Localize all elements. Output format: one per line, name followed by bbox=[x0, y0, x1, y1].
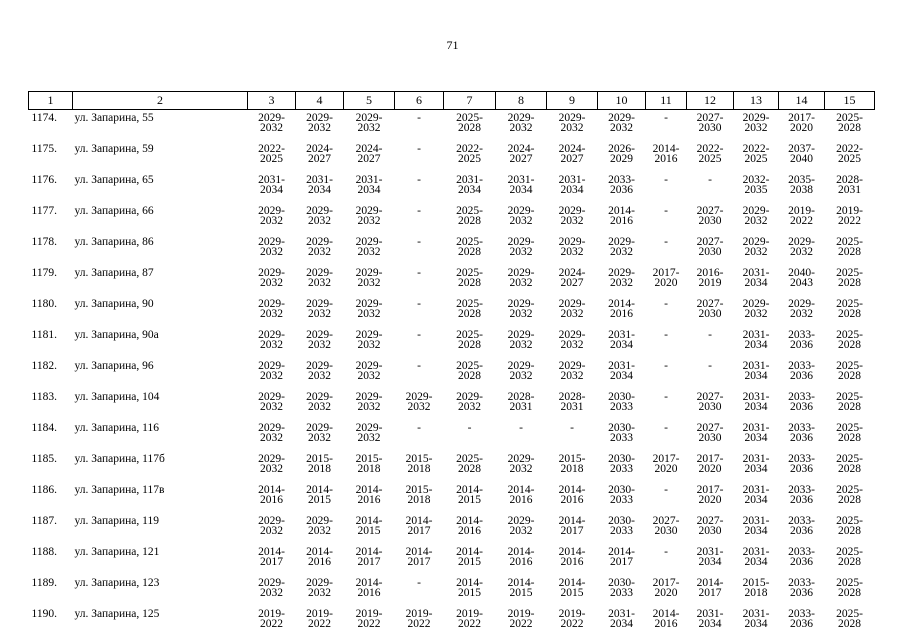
period-cell: 2032- 2035 bbox=[742, 174, 770, 196]
period-cell: 2033- 2036 bbox=[788, 453, 815, 475]
period-cell: 2025- 2028 bbox=[456, 267, 483, 289]
period-cell: 2028- 2031 bbox=[836, 174, 863, 196]
period-cell: 2014- 2015 bbox=[456, 546, 483, 568]
period-cell: 2015- 2018 bbox=[742, 577, 770, 599]
period-cell: 2029- 2032 bbox=[742, 236, 770, 258]
period-cell: 2014- 2015 bbox=[355, 515, 383, 537]
period-cell: 2019- 2022 bbox=[558, 608, 586, 630]
period-cell: 2031- 2034 bbox=[306, 174, 333, 196]
period-cell: 2029- 2032 bbox=[558, 205, 586, 227]
period-cell: 2022- 2025 bbox=[696, 143, 724, 165]
period-cell: 2019- 2022 bbox=[258, 608, 285, 630]
table-row bbox=[29, 451, 875, 482]
period-cell: 2031- 2034 bbox=[742, 422, 770, 444]
period-cell: 2029- 2032 bbox=[608, 236, 635, 258]
period-cell: - bbox=[708, 174, 712, 186]
address-cell: ул. Запарина, 55 bbox=[74, 112, 154, 124]
period-cell: - bbox=[519, 422, 523, 434]
period-cell: 2014- 2017 bbox=[405, 515, 433, 537]
period-cell: 2029- 2032 bbox=[742, 205, 770, 227]
period-cell: 2025- 2028 bbox=[456, 329, 483, 351]
period-cell: 2033- 2036 bbox=[788, 577, 815, 599]
period-cell: 2031- 2034 bbox=[258, 174, 285, 196]
period-cell: 2024- 2027 bbox=[558, 143, 586, 165]
period-cell: 2014- 2015 bbox=[507, 577, 535, 599]
period-cell: 2016- 2019 bbox=[696, 267, 724, 289]
period-cell: 2025- 2028 bbox=[836, 577, 863, 599]
period-cell: 2027- 2030 bbox=[696, 422, 724, 444]
period-cell: 2014- 2016 bbox=[258, 484, 285, 506]
period-cell: - bbox=[664, 112, 668, 124]
period-cell: - bbox=[664, 205, 668, 217]
period-cell: - bbox=[664, 422, 668, 434]
period-cell: 2029- 2032 bbox=[258, 298, 285, 320]
address-cell: ул. Запарина, 65 bbox=[74, 174, 154, 186]
period-cell: 2015- 2018 bbox=[405, 484, 433, 506]
period-cell: 2029- 2032 bbox=[788, 298, 815, 320]
period-cell: 2025- 2028 bbox=[836, 112, 863, 134]
period-cell: 2025- 2028 bbox=[836, 329, 863, 351]
period-cell: 2027- 2030 bbox=[696, 515, 724, 537]
period-cell: 2025- 2028 bbox=[456, 298, 483, 320]
period-cell: 2031- 2034 bbox=[742, 453, 770, 475]
row-number: 1187. bbox=[31, 515, 57, 527]
period-cell: 2027- 2030 bbox=[696, 205, 724, 227]
period-cell: 2014- 2016 bbox=[652, 608, 680, 630]
period-cell: 2017- 2020 bbox=[788, 112, 815, 134]
period-cell: 2014- 2015 bbox=[306, 484, 333, 506]
period-cell: - bbox=[664, 360, 668, 372]
period-cell: 2029- 2032 bbox=[355, 329, 383, 351]
address-cell: ул. Запарина, 116 bbox=[74, 422, 159, 434]
period-cell: 2030- 2033 bbox=[608, 577, 635, 599]
schedule-table bbox=[28, 91, 875, 637]
column-header: 7 bbox=[444, 92, 496, 110]
address-cell: ул. Запарина, 87 bbox=[74, 267, 154, 279]
period-cell: 2033- 2036 bbox=[788, 484, 815, 506]
period-cell: 2031- 2034 bbox=[742, 360, 770, 382]
row-number: 1178. bbox=[31, 236, 57, 248]
period-cell: 2028- 2031 bbox=[558, 391, 586, 413]
period-cell: - bbox=[417, 360, 421, 372]
address-cell: ул. Запарина, 86 bbox=[74, 236, 154, 248]
row-number: 1183. bbox=[31, 391, 57, 403]
period-cell: - bbox=[417, 298, 421, 310]
period-cell: 2029- 2032 bbox=[258, 577, 285, 599]
period-cell: 2014- 2017 bbox=[696, 577, 724, 599]
period-cell: 2014- 2016 bbox=[608, 298, 635, 320]
period-cell: 2019- 2022 bbox=[836, 205, 863, 227]
period-cell: 2015- 2018 bbox=[405, 453, 433, 475]
period-cell: 2029- 2032 bbox=[258, 360, 285, 382]
period-cell: 2037- 2040 bbox=[788, 143, 815, 165]
column-header: 8 bbox=[496, 92, 547, 110]
period-cell: 2035- 2038 bbox=[788, 174, 815, 196]
header-row bbox=[29, 92, 875, 110]
period-cell: 2029- 2032 bbox=[507, 205, 535, 227]
period-cell: 2029- 2032 bbox=[608, 267, 635, 289]
period-cell: - bbox=[417, 205, 421, 217]
column-header: 6 bbox=[395, 92, 444, 110]
period-cell: 2029- 2032 bbox=[306, 577, 333, 599]
period-cell: - bbox=[664, 546, 668, 558]
period-cell: 2030- 2033 bbox=[608, 515, 635, 537]
address-cell: ул. Запарина, 119 bbox=[74, 515, 159, 527]
table-row bbox=[29, 575, 875, 606]
period-cell: 2024- 2027 bbox=[355, 143, 383, 165]
period-cell: 2029- 2032 bbox=[306, 360, 333, 382]
table-body bbox=[29, 110, 875, 638]
period-cell: 2029- 2032 bbox=[558, 329, 586, 351]
period-cell: 2029- 2032 bbox=[258, 236, 285, 258]
period-cell: 2029- 2032 bbox=[456, 391, 483, 413]
period-cell: 2029- 2032 bbox=[258, 391, 285, 413]
period-cell: 2029- 2032 bbox=[355, 112, 383, 134]
period-cell: 2017- 2020 bbox=[652, 453, 680, 475]
period-cell: 2028- 2031 bbox=[507, 391, 535, 413]
period-cell: 2014- 2016 bbox=[456, 515, 483, 537]
period-cell: - bbox=[664, 484, 668, 496]
address-cell: ул. Запарина, 90 bbox=[74, 298, 154, 310]
row-number: 1186. bbox=[31, 484, 57, 496]
period-cell: 2033- 2036 bbox=[788, 422, 815, 444]
period-cell: - bbox=[417, 267, 421, 279]
period-cell: 2025- 2028 bbox=[836, 484, 863, 506]
row-number: 1175. bbox=[31, 143, 57, 155]
period-cell: 2031- 2034 bbox=[742, 546, 770, 568]
period-cell: 2014- 2017 bbox=[405, 546, 433, 568]
period-cell: 2029- 2032 bbox=[558, 236, 586, 258]
period-cell: 2025- 2028 bbox=[456, 112, 483, 134]
row-number: 1184. bbox=[31, 422, 57, 434]
period-cell: 2014- 2016 bbox=[355, 484, 383, 506]
period-cell: - bbox=[417, 236, 421, 248]
period-cell: 2031- 2034 bbox=[696, 546, 724, 568]
period-cell: 2030- 2033 bbox=[608, 391, 635, 413]
period-cell: 2025- 2028 bbox=[836, 298, 863, 320]
period-cell: - bbox=[467, 422, 472, 434]
period-cell: - bbox=[664, 174, 668, 186]
period-cell: 2025- 2028 bbox=[836, 515, 863, 537]
period-cell: 2030- 2033 bbox=[608, 422, 635, 444]
period-cell: 2031- 2034 bbox=[558, 174, 586, 196]
period-cell: 2029- 2032 bbox=[355, 391, 383, 413]
period-cell: - bbox=[417, 329, 421, 341]
table-row bbox=[29, 110, 875, 142]
period-cell: - bbox=[664, 236, 668, 248]
period-cell: 2029- 2032 bbox=[507, 298, 535, 320]
period-cell: 2029- 2032 bbox=[788, 236, 815, 258]
period-cell: 2022- 2025 bbox=[836, 143, 863, 165]
period-cell: 2015- 2018 bbox=[306, 453, 333, 475]
period-cell: 2025- 2028 bbox=[836, 267, 863, 289]
period-cell: - bbox=[708, 360, 712, 372]
period-cell: - bbox=[664, 298, 668, 310]
period-cell: 2031- 2034 bbox=[456, 174, 483, 196]
period-cell: 2029- 2032 bbox=[507, 453, 535, 475]
row-number: 1188. bbox=[31, 546, 57, 558]
period-cell: 2031- 2034 bbox=[608, 360, 635, 382]
column-header: 12 bbox=[687, 92, 734, 110]
period-cell: 2031- 2034 bbox=[742, 267, 770, 289]
period-cell: 2014- 2017 bbox=[608, 546, 635, 568]
period-cell: 2027- 2030 bbox=[696, 236, 724, 258]
row-number: 1182. bbox=[31, 360, 57, 372]
period-cell: 2029- 2032 bbox=[258, 112, 285, 134]
period-cell: - bbox=[417, 112, 421, 124]
period-cell: 2014- 2015 bbox=[456, 577, 483, 599]
period-cell: 2029- 2032 bbox=[306, 515, 333, 537]
table-row bbox=[29, 172, 875, 203]
row-number: 1179. bbox=[31, 267, 57, 279]
address-cell: ул. Запарина, 66 bbox=[74, 205, 154, 217]
period-cell: 2025- 2028 bbox=[836, 608, 863, 630]
period-cell: 2029- 2032 bbox=[558, 112, 586, 134]
period-cell: 2024- 2027 bbox=[306, 143, 333, 165]
table-row bbox=[29, 513, 875, 544]
period-cell: 2029- 2032 bbox=[507, 112, 535, 134]
period-cell: 2014- 2017 bbox=[558, 515, 586, 537]
period-cell: 2029- 2032 bbox=[507, 267, 535, 289]
period-cell: - bbox=[664, 391, 668, 403]
period-cell: 2031- 2034 bbox=[742, 515, 770, 537]
period-cell: 2026- 2029 bbox=[608, 143, 635, 165]
address-cell: ул. Запарина, 117в bbox=[74, 484, 165, 496]
column-header: 1 bbox=[29, 92, 73, 110]
period-cell: 2029- 2032 bbox=[742, 298, 770, 320]
table-row bbox=[29, 420, 875, 451]
period-cell: 2033- 2036 bbox=[788, 391, 815, 413]
period-cell: 2040- 2043 bbox=[788, 267, 815, 289]
period-cell: 2029- 2032 bbox=[355, 298, 383, 320]
period-cell: 2029- 2032 bbox=[306, 391, 333, 413]
address-cell: ул. Запарина, 117б bbox=[74, 453, 165, 465]
table-row bbox=[29, 389, 875, 420]
period-cell: 2029- 2032 bbox=[306, 422, 333, 444]
address-cell: ул. Запарина, 59 bbox=[74, 143, 154, 155]
period-cell: 2017- 2020 bbox=[696, 484, 724, 506]
period-cell: 2017- 2020 bbox=[652, 267, 680, 289]
period-cell: 2019- 2022 bbox=[405, 608, 433, 630]
page-number: 71 bbox=[446, 38, 459, 52]
period-cell: 2029- 2032 bbox=[258, 422, 285, 444]
row-number: 1181. bbox=[31, 329, 57, 341]
period-cell: 2025- 2028 bbox=[456, 360, 483, 382]
period-cell: 2029- 2032 bbox=[355, 360, 383, 382]
table-row bbox=[29, 358, 875, 389]
table-row bbox=[29, 544, 875, 575]
period-cell: 2014- 2016 bbox=[507, 546, 535, 568]
period-cell: 2029- 2032 bbox=[355, 267, 383, 289]
period-cell: - bbox=[417, 143, 421, 155]
period-cell: 2025- 2028 bbox=[456, 205, 483, 227]
column-header: 11 bbox=[646, 92, 687, 110]
period-cell: 2031- 2034 bbox=[742, 608, 770, 630]
table-row bbox=[29, 482, 875, 513]
period-cell: 2029- 2032 bbox=[306, 112, 333, 134]
period-cell: 2029- 2032 bbox=[258, 205, 285, 227]
period-cell: 2029- 2032 bbox=[608, 112, 635, 134]
period-cell: 2029- 2032 bbox=[355, 422, 383, 444]
column-header: 5 bbox=[344, 92, 395, 110]
address-cell: ул. Запарина, 125 bbox=[74, 608, 160, 620]
period-cell: - bbox=[417, 422, 421, 434]
period-cell: 2025- 2028 bbox=[836, 391, 863, 413]
period-cell: 2025- 2028 bbox=[836, 422, 863, 444]
period-cell: 2029- 2032 bbox=[258, 329, 285, 351]
period-cell: 2019- 2022 bbox=[788, 205, 815, 227]
row-number: 1190. bbox=[31, 608, 57, 620]
period-cell: 2027- 2030 bbox=[696, 112, 724, 134]
period-cell: 2029- 2032 bbox=[507, 360, 535, 382]
address-cell: ул. Запарина, 123 bbox=[74, 577, 160, 589]
period-cell: - bbox=[664, 329, 668, 341]
row-number: 1189. bbox=[31, 577, 57, 589]
period-cell: - bbox=[417, 577, 421, 589]
period-cell: 2017- 2020 bbox=[652, 577, 680, 599]
period-cell: 2014- 2016 bbox=[355, 577, 383, 599]
period-cell: 2033- 2036 bbox=[788, 515, 815, 537]
period-cell: 2019- 2022 bbox=[355, 608, 383, 630]
period-cell: 2014- 2016 bbox=[507, 484, 535, 506]
period-cell: 2015- 2018 bbox=[558, 453, 586, 475]
period-cell: 2029- 2032 bbox=[306, 298, 333, 320]
period-cell: 2031- 2034 bbox=[507, 174, 535, 196]
period-cell: - bbox=[570, 422, 574, 434]
period-cell: 2014- 2016 bbox=[608, 205, 635, 227]
period-cell: 2022- 2025 bbox=[258, 143, 285, 165]
period-cell: 2014- 2016 bbox=[558, 546, 586, 568]
period-cell: 2029- 2032 bbox=[558, 298, 586, 320]
period-cell: 2025- 2028 bbox=[456, 236, 483, 258]
period-cell: 2033- 2036 bbox=[788, 329, 815, 351]
period-cell: 2030- 2033 bbox=[608, 453, 635, 475]
period-cell: 2019- 2022 bbox=[456, 608, 483, 630]
row-number: 1174. bbox=[31, 112, 57, 124]
period-cell: 2029- 2032 bbox=[258, 515, 285, 537]
period-cell: 2027- 2030 bbox=[696, 298, 724, 320]
period-cell: 2033- 2036 bbox=[788, 546, 815, 568]
period-cell: 2024- 2027 bbox=[507, 143, 535, 165]
table-row bbox=[29, 265, 875, 296]
period-cell: 2031- 2034 bbox=[742, 484, 770, 506]
period-cell: 2017- 2020 bbox=[696, 453, 724, 475]
period-cell: 2029- 2032 bbox=[355, 205, 383, 227]
period-cell: 2029- 2032 bbox=[507, 329, 535, 351]
address-cell: ул. Запарина, 104 bbox=[74, 391, 160, 403]
period-cell: 2014- 2017 bbox=[355, 546, 383, 568]
period-cell: 2029- 2032 bbox=[507, 515, 535, 537]
period-cell: 2014- 2017 bbox=[258, 546, 285, 568]
period-cell: 2029- 2032 bbox=[405, 391, 433, 413]
row-number: 1176. bbox=[31, 174, 57, 186]
column-header: 14 bbox=[779, 92, 825, 110]
column-header: 9 bbox=[547, 92, 598, 110]
column-header: 2 bbox=[73, 92, 248, 110]
table-row bbox=[29, 606, 875, 637]
address-cell: ул. Запарина, 90а bbox=[74, 329, 159, 341]
period-cell: 2024- 2027 bbox=[558, 267, 586, 289]
period-cell: - bbox=[417, 174, 421, 186]
period-cell: 2022- 2025 bbox=[456, 143, 483, 165]
period-cell: 2014- 2016 bbox=[306, 546, 333, 568]
period-cell: 2022- 2025 bbox=[742, 143, 770, 165]
period-cell: - bbox=[708, 329, 712, 341]
table-row bbox=[29, 203, 875, 234]
period-cell: 2029- 2032 bbox=[306, 236, 333, 258]
period-cell: 2030- 2033 bbox=[608, 484, 635, 506]
period-cell: 2031- 2034 bbox=[608, 329, 635, 351]
table-row bbox=[29, 327, 875, 358]
period-cell: 2029- 2032 bbox=[306, 329, 333, 351]
period-cell: 2019- 2022 bbox=[507, 608, 535, 630]
period-cell: 2019- 2022 bbox=[306, 608, 333, 630]
address-cell: ул. Запарина, 96 bbox=[74, 360, 154, 372]
period-cell: 2025- 2028 bbox=[836, 453, 863, 475]
period-cell: 2029- 2032 bbox=[355, 236, 383, 258]
table-row bbox=[29, 296, 875, 327]
period-cell: 2014- 2015 bbox=[456, 484, 483, 506]
table-row bbox=[29, 234, 875, 265]
period-cell: 2029- 2032 bbox=[742, 112, 770, 134]
period-cell: 2027- 2030 bbox=[696, 391, 724, 413]
period-cell: 2031- 2034 bbox=[608, 608, 635, 630]
period-cell: 2031- 2034 bbox=[742, 391, 770, 413]
period-cell: 2029- 2032 bbox=[507, 236, 535, 258]
period-cell: 2033- 2036 bbox=[788, 608, 815, 630]
period-cell: 2031- 2034 bbox=[355, 174, 383, 196]
column-header: 10 bbox=[598, 92, 646, 110]
address-cell: ул. Запарина, 121 bbox=[74, 546, 160, 558]
period-cell: 2029- 2032 bbox=[306, 267, 333, 289]
column-header: 13 bbox=[734, 92, 779, 110]
period-cell: 2014- 2015 bbox=[558, 577, 586, 599]
column-header: 15 bbox=[825, 92, 875, 110]
period-cell: 2033- 2036 bbox=[608, 174, 635, 196]
period-cell: 2025- 2028 bbox=[836, 360, 863, 382]
period-cell: 2029- 2032 bbox=[306, 205, 333, 227]
period-cell: 2033- 2036 bbox=[788, 360, 815, 382]
row-number: 1177. bbox=[31, 205, 57, 217]
period-cell: 2025- 2028 bbox=[836, 236, 863, 258]
column-header: 3 bbox=[248, 92, 296, 110]
period-cell: 2031- 2034 bbox=[696, 608, 724, 630]
period-cell: 2027- 2030 bbox=[652, 515, 680, 537]
period-cell: 2015- 2018 bbox=[355, 453, 383, 475]
period-cell: 2025- 2028 bbox=[456, 453, 483, 475]
period-cell: 2029- 2032 bbox=[258, 267, 285, 289]
period-cell: 2025- 2028 bbox=[836, 546, 863, 568]
period-cell: 2029- 2032 bbox=[558, 360, 586, 382]
row-number: 1180. bbox=[31, 298, 57, 310]
period-cell: 2029- 2032 bbox=[258, 453, 285, 475]
period-cell: 2031- 2034 bbox=[742, 329, 770, 351]
column-header: 4 bbox=[296, 92, 344, 110]
period-cell: 2014- 2016 bbox=[558, 484, 586, 506]
table-row bbox=[29, 141, 875, 172]
row-number: 1185. bbox=[31, 453, 57, 465]
period-cell: 2014- 2016 bbox=[652, 143, 680, 165]
